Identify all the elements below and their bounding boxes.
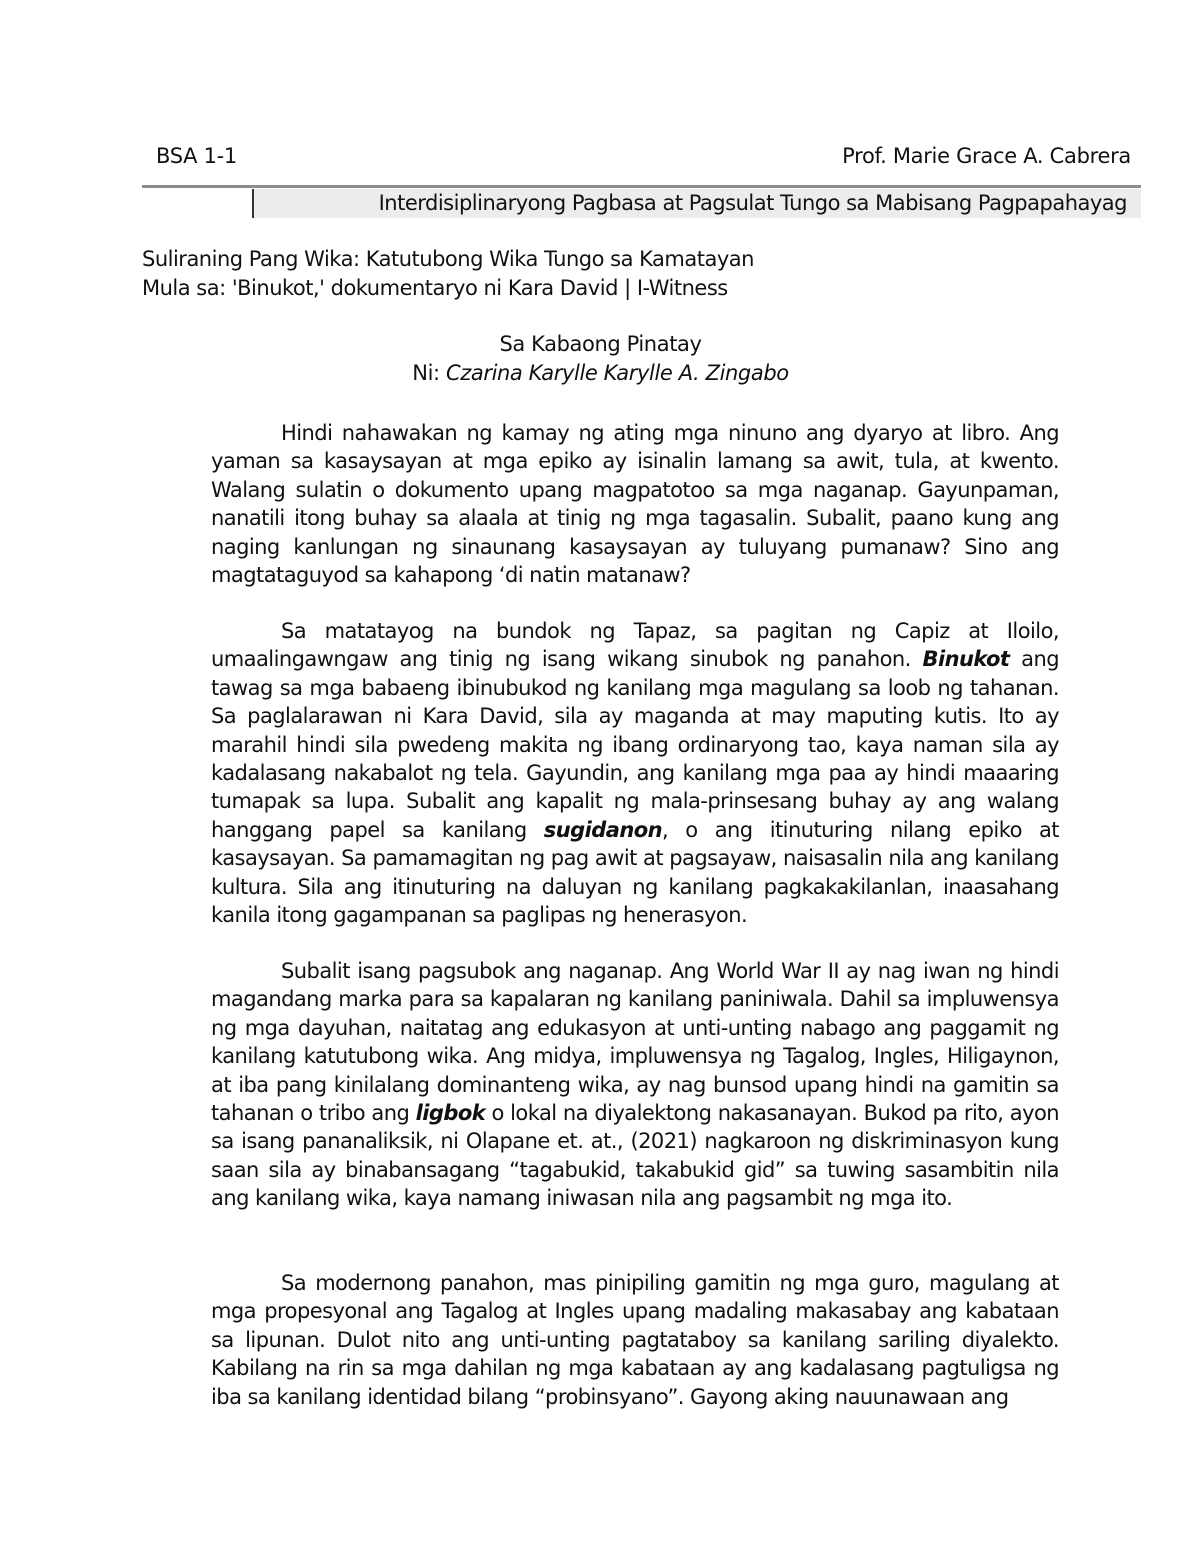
term-ligbok: ligbok [415,1101,486,1126]
essay-title: Sa Kabaong Pinatay [499,332,702,356]
paragraph-4: Sa modernong panahon, mas pinipiling gamitin ng mga guro, magulang at mga propesyonal ang Tagalog at Ingles upang madaling makasabay ang kabataan sa lipunan. Dulot nito ang unti-unting pagtataboy sa kanilang sariling diyalekto. Kabilang na rin sa mga dahilan ng mga kabataan ay ang kadalasang pagtuligsa ng iba sa kanilang identidad bilang “probinsyano”. Gayong aking nauunawaan ang [211,1271,1059,1409]
term-binukot: Binukot [922,647,1010,672]
paragraph-2-text-c: , o ang itinuturing nilang epiko at kasaysayan. Sa pamamagitan ng pag awit at pagsayaw, naisasalin nila ang kanilang kultura. Sila ang itinuturing na daluyan ng kanilang pagkakakilanlan, inaasahang kanila itong gagampanan sa paglipas ng henerasyon. [211,817,1059,928]
paragraph-3-text-b: o lokal na diyalektong nakasanayan. Bukod pa rito, ayon sa isang pananaliksik, ni Olapane et. at., (2021) nagkaroon ng diskriminasyon kung saan sila ay binabansagang “tagabukid, takabukid gid” sa tuwing sasambitin nila ang kanilang wika, kaya namang iniwasan nila ang pagsambit ng mga ito. [211,1101,1059,1211]
paragraph-2-text-a: Sa matatayog na bundok ng Tapaz, sa pagitan ng Capiz at Iloilo, umaalingawngaw ang tinig ng isang wikang sinubok ng panahon. [211,619,1059,672]
author-name: Czarina Karylle Karylle A. Zingabo [445,361,789,385]
essay-byline [142,361,1059,385]
header-divider [142,185,1141,188]
paragraph-1: Hindi nahawakan ng kamay ng ating mga ninuno ang dyaryo at libro. Ang yaman sa kasaysayan at mga epiko ay isinalin lamang sa awit, tula, at kwento. Walang sulatin o dokumento upang magpatotoo sa mga naganap. Gayunpaman, nanatili itong buhay sa alaala at tinig ng mga tagasalin. Subalit, paano kung ang naging kanlungan ng sinaunang kasaysayan ay tuluyang pumanaw? Sino ang magtataguyod sa kahapong ‘di natin matanaw? [211,421,1059,588]
subject-banner [252,189,1141,218]
paragraph-3 [211,957,1059,1213]
paragraph-2-text-b: ang tawag sa mga babaeng ibinubukod ng kanilang mga magulang sa loob ng tahanan. Sa paglalarawan ni Kara David, sila ay maganda at may maputing kutis. Ito ay marahil hindi sila pwedeng makita ng ibang ordinaryong tao, kaya naman sila ay kadalasang nakabalot ng tela. Gayundin, ang kanilang mga paa ay hindi maaaring tumapak sa lupa. Subalit ang kapalit ng mala-prinsesang buhay ay ang walang hanggang papel sa kanilang [211,647,1060,842]
paragraph-2 [211,617,1059,929]
professor-name: Prof. Marie Grace A. Cabrera [842,144,1131,168]
course-section: BSA 1-1 [156,144,237,168]
paragraph-3-text-a: Subalit isang pagsubok ang naganap. Ang World War II ay nag iwan ng hindi magandang marka para sa kapalaran ng kanilang paniniwala. Dahil sa impluwensya ng mga dayuhan, naitatag ang edukasyon at unti-unting nabago ang paggamit ng kanilang katutubong wika. Ang midya, impluwensya ng Tagalog, Ingles, Hiligaynon, at iba pang kinilalang dominanteng wika, ay nag bunsod upang hindi na gamitin sa tahanan o tribo ang [211,959,1059,1126]
subject-title: Interdisiplinaryong Pagbasa at Pagsulat Tungo sa Mabisang Pagpapahayag [378,191,1127,215]
source-line: Mula sa: 'Binukot,' dokumentaryo ni Kara David | I-Witness [142,276,728,300]
topic-line: Suliraning Pang Wika: Katutubong Wika Tungo sa Kamatayan [142,247,754,271]
byline-prefix: Ni: [412,361,446,385]
term-sugidanon: sugidanon [543,817,663,842]
